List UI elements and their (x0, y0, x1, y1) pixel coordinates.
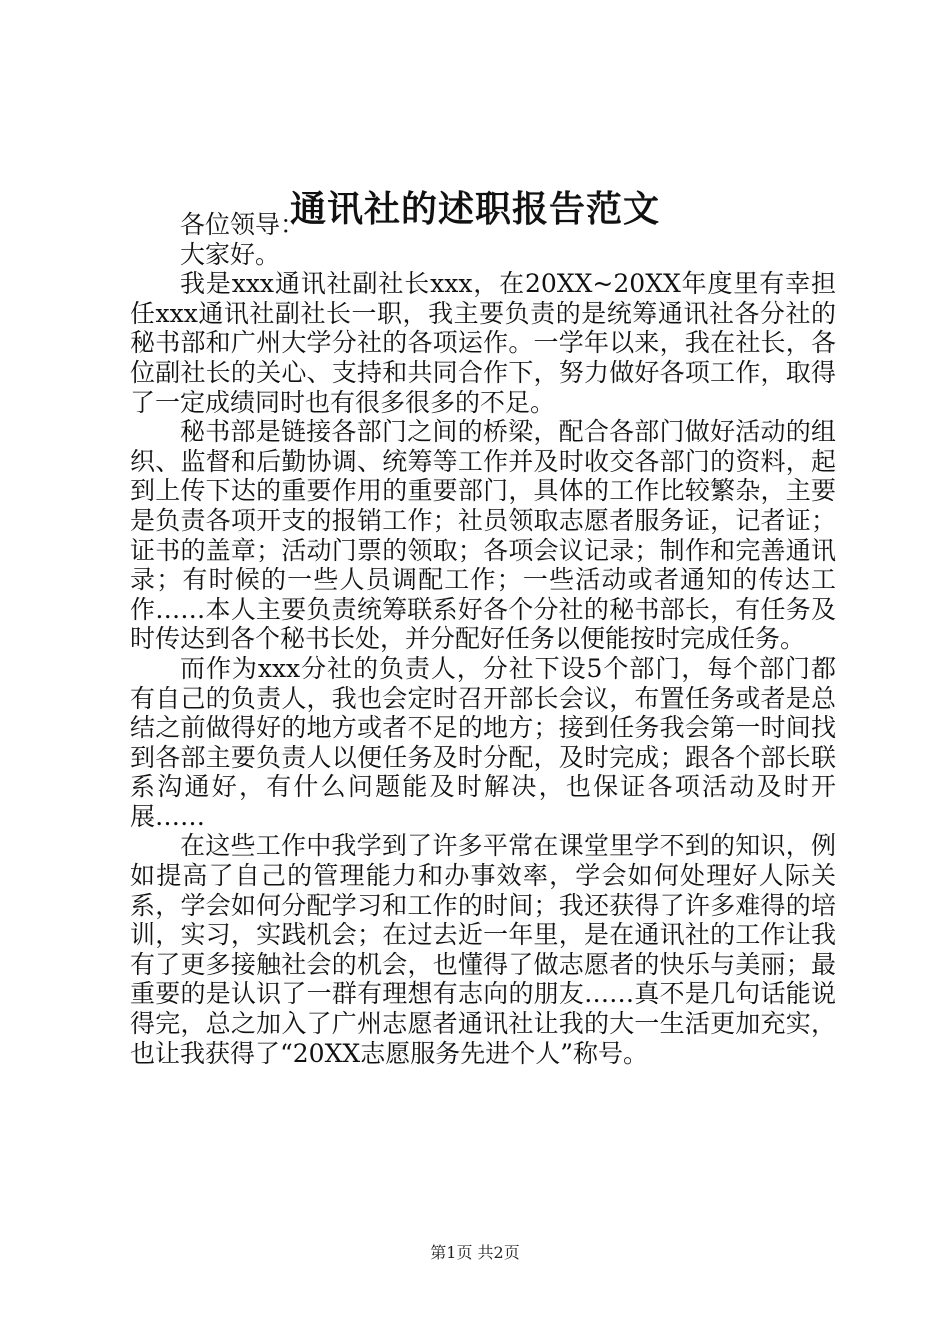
document-title: 通讯社的述职报告范文 (289, 188, 660, 230)
body-paragraph: 秘书部是链接各部门之间的桥梁，配合各部门做好活动的组织、监督和后勤协调、统筹等工作并及时收交各部门的资料，起到上传下达的重要作用的重要部门，具体的工作比较繁杂，主要是负责各项开支的报销工作；社员领取志愿者服务证，记者证；证书的盖章；活动门票的领取；各项会议记录；制作和完善通讯录；有时候的一些人员调配工作；一些活动或者通知的传达工作……本人主要负责统筹联系好各个分社的秘书部长，有任务及时传达到各个秘书长处，并分配好任务以便能按时完成任务。 (130, 417, 836, 654)
body-paragraph: 在这些工作中我学到了许多平常在课堂里学不到的知识，例如提高了自己的管理能力和办事效率，学会如何处理好人际关系，学会如何分配学习和工作的时间；我还获得了许多难得的培训，实习，实践机会；在过去近一年里，是在通讯社的工作让我有了更多接触社会的机会，也懂得了做志愿者的快乐与美丽；最重要的是认识了一群有理想有志向的朋友……真不是几句话能说得完，总之加入了广州志愿者通讯社让我的大一生活更加充实，也让我获得了“20XX志愿服务先进个人”称号。 (130, 831, 836, 1068)
document-body (130, 210, 836, 1068)
page-number-footer: 第1页 共2页 (430, 1243, 520, 1262)
salutation-paragraph: 各位领导： (180, 210, 306, 239)
body-paragraph: 我是xxx通讯社副社长xxx，在20XX~20XX年度里有幸担任xxx通讯社副社长一职，我主要负责的是统筹通讯社各分社的秘书部和广州大学分社的各项运作。一学年以来，我在社长，各位副社长的关心、支持和共同合作下，努力做好各项工作，取得了一定成绩同时也有很多很多的不足。 (130, 269, 836, 417)
body-paragraph: 而作为xxx分社的负责人，分社下设5个部门，每个部门都有自己的负责人，我也会定时召开部长会议，布置任务或者是总结之前做得好的地方或者不足的地方；接到任务我会第一时间找到各部主要负责人以便任务及时分配，及时完成；跟各个部长联系沟通好，有什么问题能及时解决，也保证各项活动及时开展…… (130, 653, 836, 831)
greeting-paragraph: 大家好。 (180, 239, 281, 269)
